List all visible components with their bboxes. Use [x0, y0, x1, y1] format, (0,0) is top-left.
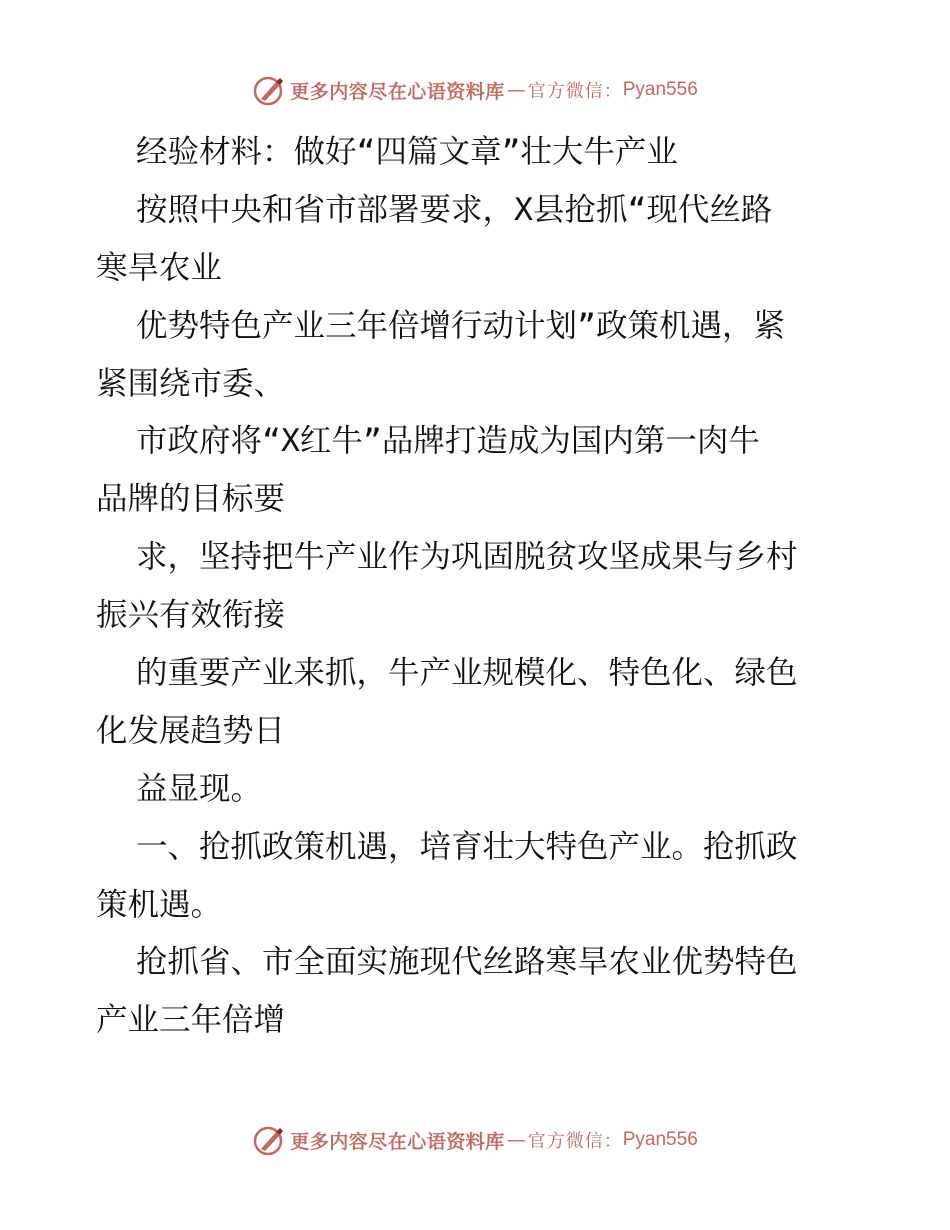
- wechat-id: Pyan556: [622, 1129, 698, 1150]
- body-line: 寒旱农业: [96, 249, 223, 286]
- document-title: 经验材料：做好“四篇文章”壮大牛产业: [136, 134, 678, 170]
- wechat-label: 官方微信：: [527, 81, 623, 102]
- separator-dash: —: [506, 79, 526, 101]
- body-line: 市政府将“X红牛”品牌打造成为国内第一肉牛: [136, 423, 760, 460]
- wechat-id: Pyan556: [622, 79, 698, 100]
- separator-dash: —: [506, 1129, 526, 1151]
- body-line: 求，坚持把牛产业作为巩固脱贫攻坚成果与乡村: [136, 539, 798, 576]
- body-line: 策机遇。: [96, 886, 223, 923]
- body-line: 品牌的目标要: [96, 481, 286, 518]
- body-line: 紧围绕市委、: [96, 365, 286, 402]
- site-name-text: 更多内容尽在心语资料库: [290, 80, 505, 103]
- pen-logo-icon: [252, 73, 286, 107]
- body-line: 按照中央和省市部署要求，X县抢抓“现代丝路: [136, 191, 773, 228]
- body-line: 益显现。: [136, 770, 263, 807]
- body-line: 振兴有效衔接: [96, 597, 286, 634]
- body-line: 优势特色产业三年倍增行动计划”政策机遇，紧: [136, 307, 785, 344]
- body-line: 的重要产业来抓，牛产业规模化、特色化、绿色: [136, 655, 798, 692]
- body-line: 抢抓省、市全面实施现代丝路寒旱农业优势特色: [136, 944, 798, 981]
- footer-watermark-banner: [0, 1120, 950, 1160]
- body-line: 一、抢抓政策机遇，培育壮大特色产业。抢抓政: [136, 828, 798, 865]
- pen-logo-icon: [252, 1123, 286, 1157]
- body-line: 化发展趋势日: [96, 712, 286, 749]
- body-line: 产业三年倍增: [96, 1002, 286, 1039]
- wechat-label: 官方微信：: [527, 1131, 623, 1152]
- document-body: [96, 124, 856, 1050]
- site-name-text: 更多内容尽在心语资料库: [290, 1130, 505, 1153]
- header-watermark-banner: [0, 70, 950, 110]
